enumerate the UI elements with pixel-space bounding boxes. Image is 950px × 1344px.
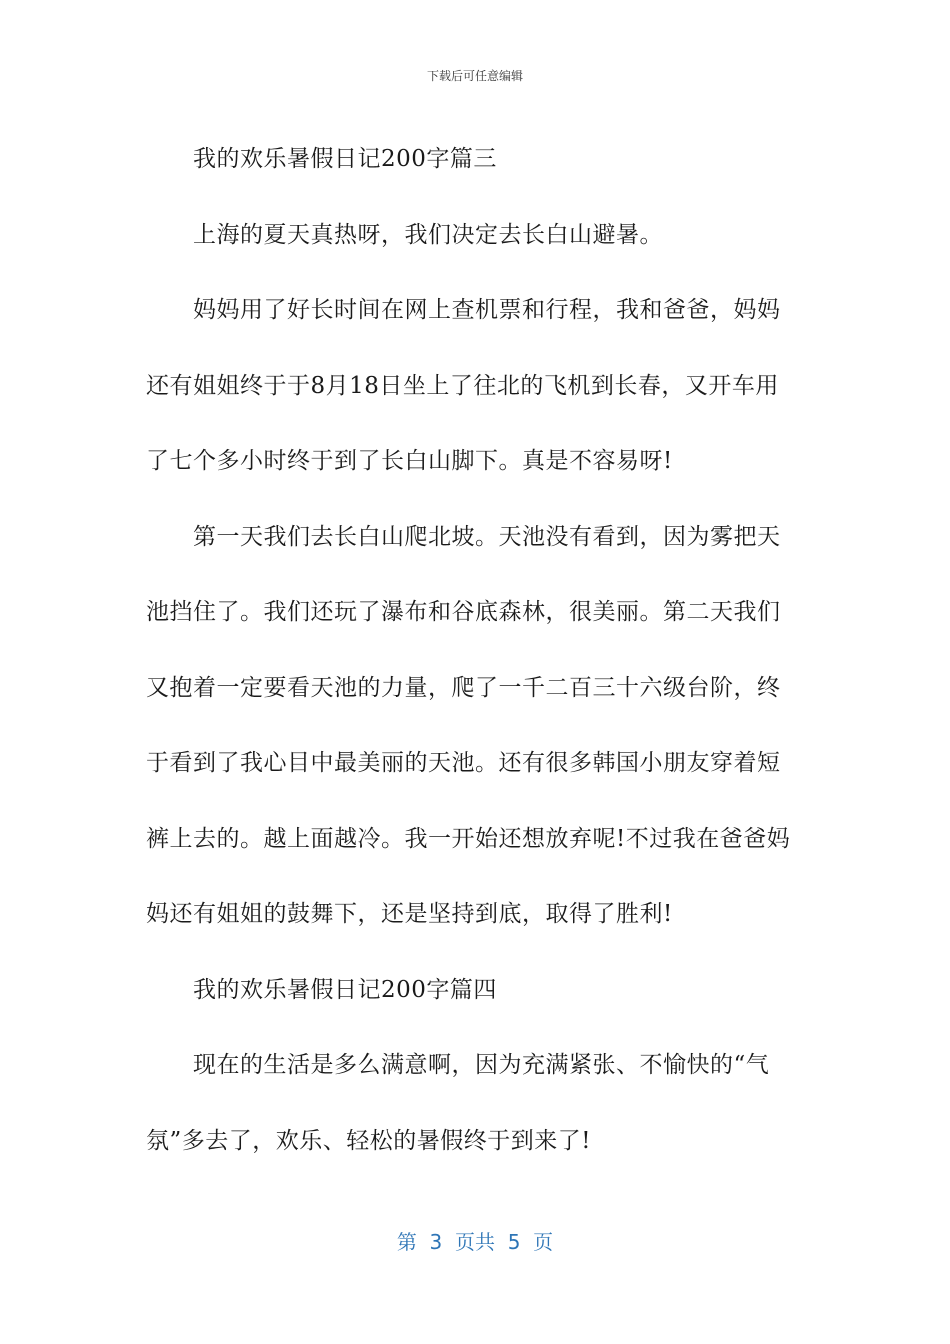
paragraph-line: 裤上去的。越上面越冷。我一开始还想放弃呢!不过我在爸爸妈 — [146, 825, 791, 852]
header-note: 下载后可任意编辑 — [426, 69, 523, 83]
paragraph-line: 氛”多去了，欢乐、轻松的暑假终于到来了! — [146, 1127, 592, 1154]
paragraph-line: 妈妈用了好长时间在网上查机票和行程，我和爸爸，妈妈 — [193, 297, 781, 323]
section-heading: 我的欢乐暑假日记200字篇三 — [193, 146, 497, 172]
section-heading: 我的欢乐暑假日记200字篇四 — [193, 976, 497, 1003]
paragraph-line: 又抱着一定要看天池的力量，爬了一千二百三十六级台阶，终 — [146, 674, 781, 701]
page-number-footer: 第 3 页共 5 页 — [396, 1230, 554, 1254]
paragraph-line: 现在的生活是多么满意啊，因为充满紧张、不愉快的“气 — [193, 1052, 770, 1078]
paragraph-line: 了七个多小时终于到了长白山脚下。真是不容易呀! — [146, 448, 673, 474]
paragraph-line: 第一天我们去长白山爬北坡。天池没有看到，因为雾把天 — [193, 523, 781, 550]
paragraph-line: 池挡住了。我们还玩了瀑布和谷底森林，很美丽。第二天我们 — [146, 599, 781, 625]
paragraph-line: 妈还有姐姐的鼓舞下，还是坚持到底，取得了胜利! — [146, 901, 673, 927]
paragraph-line: 还有姐姐终于于8月18日坐上了往北的飞机到长春，又开车用 — [146, 372, 779, 399]
paragraph-line: 于看到了我心目中最美丽的天池。还有很多韩国小朋友穿着短 — [146, 750, 781, 776]
document-body — [146, 122, 806, 1179]
paragraph-line: 上海的夏天真热呀，我们决定去长白山避暑。 — [193, 221, 663, 248]
